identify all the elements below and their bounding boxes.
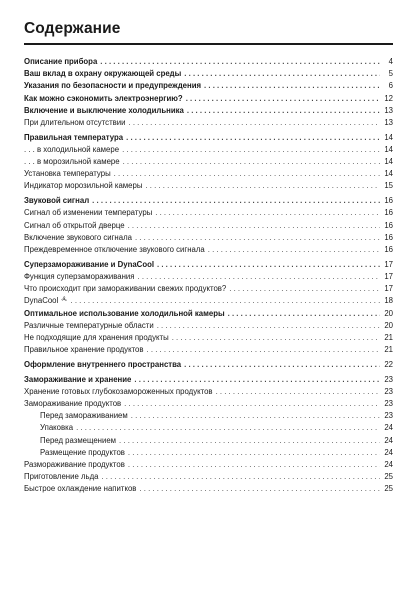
toc-entry[interactable] xyxy=(24,344,393,356)
toc-entry-title: Замораживание и хранение xyxy=(24,374,132,384)
toc-entry-title: Что происходит при замораживании свежих продуктов? xyxy=(24,284,227,294)
toc-page-number: 13 xyxy=(384,105,393,115)
toc-page-number: 5 xyxy=(388,69,393,79)
toc-entry-title: . . . в холодильной камере xyxy=(24,144,120,154)
page-title: Содержание xyxy=(24,20,121,37)
dot-leader xyxy=(71,295,380,307)
dot-leader xyxy=(184,359,380,371)
table-of-contents xyxy=(24,56,393,496)
toc-page-number: 24 xyxy=(384,435,393,445)
dot-leader xyxy=(155,207,380,219)
toc-page-number: 16 xyxy=(384,208,393,218)
toc-entry[interactable] xyxy=(24,144,393,156)
toc-entry-title: Суперзамораживание и DynaCool xyxy=(24,259,155,269)
toc-entry-title: Приготовление льда xyxy=(24,472,99,482)
toc-entry[interactable] xyxy=(24,332,393,344)
toc-page-number: 20 xyxy=(384,320,393,330)
dot-leader xyxy=(186,93,380,105)
toc-entry-title: Ваш вклад в охрану окружающей среды xyxy=(24,69,182,79)
dot-leader xyxy=(131,410,380,422)
dot-leader xyxy=(92,195,380,207)
dot-leader xyxy=(114,168,380,180)
toc-entry-title: DynaCool xyxy=(24,296,59,306)
toc-entry[interactable] xyxy=(24,483,393,495)
toc-entry[interactable] xyxy=(24,308,393,320)
toc-page-number: 16 xyxy=(384,220,393,230)
toc-entry-title: Сигнал об открытой дверце xyxy=(24,220,125,230)
toc-page-number: 16 xyxy=(384,232,393,242)
dot-leader xyxy=(204,80,380,92)
dot-leader xyxy=(147,344,380,356)
toc-entry[interactable] xyxy=(24,271,393,283)
toc-entry-title: Звуковой сигнал xyxy=(24,196,90,206)
toc-entry-title: Включение звукового сигнала xyxy=(24,232,132,242)
dot-leader xyxy=(157,259,380,271)
toc-page-number: 23 xyxy=(384,386,393,396)
toc-page-number: 21 xyxy=(384,345,393,355)
toc-entry[interactable] xyxy=(24,320,393,332)
toc-entry-title: При длительном отсутствии xyxy=(24,117,126,127)
dot-leader xyxy=(124,398,380,410)
toc-entry[interactable] xyxy=(24,80,393,92)
dot-leader xyxy=(187,105,380,117)
toc-page-number: 16 xyxy=(384,245,393,254)
toc-page-number: 16 xyxy=(384,196,393,206)
toc-page-number: 17 xyxy=(384,259,393,269)
toc-page-number: 23 xyxy=(384,411,393,421)
toc-entry[interactable] xyxy=(24,435,393,447)
fan-icon xyxy=(61,295,67,303)
toc-entry[interactable] xyxy=(24,117,393,129)
toc-page-number: 24 xyxy=(384,447,393,457)
toc-entry[interactable] xyxy=(24,156,393,168)
toc-entry[interactable] xyxy=(24,471,393,483)
toc-entry[interactable] xyxy=(24,283,393,295)
toc-entry-title: Размораживание продуктов xyxy=(24,459,125,469)
toc-entry-title: Перед замораживанием xyxy=(40,411,128,421)
toc-entry[interactable] xyxy=(24,132,393,144)
dot-leader xyxy=(122,144,380,156)
dot-leader xyxy=(228,308,380,320)
toc-entry-title: Оптимальное использование холодильной камеры xyxy=(24,308,225,318)
toc-page-number: 15 xyxy=(384,181,393,191)
toc-entry-title: Включение и выключение холодильника xyxy=(24,105,184,115)
toc-entry-title: Оформление внутреннего пространства xyxy=(24,359,182,369)
toc-entry[interactable] xyxy=(24,359,393,371)
dot-leader xyxy=(101,471,380,483)
toc-page-number: 23 xyxy=(384,399,393,409)
toc-page-number: 18 xyxy=(384,296,393,306)
toc-page-number: 6 xyxy=(388,81,393,91)
toc-entry-title: Установка температуры xyxy=(24,169,111,179)
toc-entry-title: Различные температурные области xyxy=(24,320,154,330)
toc-entry-title: Правильная температура xyxy=(24,132,124,142)
dot-leader xyxy=(139,483,380,495)
toc-page-number: 13 xyxy=(384,117,393,127)
dot-leader xyxy=(135,232,380,244)
toc-entry[interactable] xyxy=(24,259,393,271)
dot-leader xyxy=(145,180,380,192)
toc-page-number: 14 xyxy=(384,157,393,167)
dot-leader xyxy=(123,156,380,168)
toc-page-number: 17 xyxy=(384,284,393,294)
toc-entry-title: Быстрое охлаждение напитков xyxy=(24,484,137,494)
dot-leader xyxy=(100,56,380,68)
toc-page-number: 21 xyxy=(384,332,393,342)
toc-entry-title: Упаковка xyxy=(40,423,74,433)
toc-page-number: 24 xyxy=(384,459,393,469)
toc-page-number: 12 xyxy=(384,93,393,103)
dot-leader xyxy=(208,244,380,256)
toc-entry[interactable] xyxy=(24,459,393,471)
toc-page-number: 4 xyxy=(388,57,393,66)
toc-entry-title: . . . в морозильной камере xyxy=(24,157,120,167)
dot-leader xyxy=(172,332,380,344)
dot-leader xyxy=(129,117,380,129)
toc-entry-title: Описание прибора xyxy=(24,57,98,66)
toc-entry[interactable] xyxy=(24,180,393,192)
dot-leader xyxy=(157,320,380,332)
toc-entry[interactable] xyxy=(24,168,393,180)
toc-entry-title: Указания по безопасности и предупреждения xyxy=(24,81,202,91)
toc-entry-title: Не подходящие для хранения продукты xyxy=(24,332,169,342)
toc-page-number: 23 xyxy=(384,374,393,384)
toc-page-number: 22 xyxy=(384,359,393,369)
toc-page-number: 24 xyxy=(384,423,393,433)
toc-entry[interactable] xyxy=(24,68,393,80)
toc-entry[interactable] xyxy=(24,195,393,207)
toc-entry-title: Сигнал об изменении температуры xyxy=(24,208,153,218)
toc-entry[interactable] xyxy=(24,105,393,117)
dot-leader xyxy=(76,422,380,434)
toc-entry-title: Хранение готовых глубокозамороженных продуктов xyxy=(24,386,213,396)
toc-page-number: 14 xyxy=(384,132,393,142)
toc-entry-title: Функция суперзамораживания xyxy=(24,271,135,281)
toc-entry[interactable] xyxy=(24,398,393,410)
toc-entry[interactable] xyxy=(24,220,393,232)
toc-entry[interactable] xyxy=(24,244,393,256)
toc-entry-title: Перед размещением xyxy=(40,435,117,445)
toc-entry-title: Размещение продуктов xyxy=(40,447,125,457)
toc-entry-title: Преждевременное отключение звукового сигнала xyxy=(24,245,205,254)
toc-entry-title: Как можно сэкономить электроэнергию? xyxy=(24,93,183,103)
toc-entry[interactable] xyxy=(24,447,393,459)
toc-entry[interactable] xyxy=(24,374,393,386)
toc-page-number: 25 xyxy=(384,472,393,482)
toc-entry[interactable] xyxy=(24,422,393,434)
toc-entry[interactable] xyxy=(24,232,393,244)
toc-entry[interactable] xyxy=(24,56,393,68)
dot-leader xyxy=(128,447,380,459)
toc-entry[interactable] xyxy=(24,207,393,219)
toc-page-number: 17 xyxy=(384,271,393,281)
toc-entry-title: Правильное хранение продуктов xyxy=(24,345,144,355)
toc-page-number: 14 xyxy=(384,169,393,179)
dot-leader xyxy=(134,374,380,386)
toc-entry[interactable] xyxy=(24,295,393,307)
toc-entry[interactable] xyxy=(24,410,393,422)
dot-leader xyxy=(119,435,380,447)
toc-page-number: 14 xyxy=(384,144,393,154)
toc-page-number: 20 xyxy=(384,308,393,318)
dot-leader xyxy=(137,271,380,283)
toc-entry[interactable] xyxy=(24,386,393,398)
dot-leader xyxy=(184,68,380,80)
toc-entry-title: Индикатор морозильной камеры xyxy=(24,181,143,191)
toc-page-number: 25 xyxy=(384,484,393,494)
dot-leader xyxy=(216,386,380,398)
title-divider xyxy=(24,43,393,45)
toc-entry-title: Замораживание продуктов xyxy=(24,399,122,409)
dot-leader xyxy=(126,132,380,144)
dot-leader xyxy=(128,220,380,232)
toc-entry[interactable] xyxy=(24,93,393,105)
dot-leader xyxy=(229,283,380,295)
dot-leader xyxy=(128,459,380,471)
